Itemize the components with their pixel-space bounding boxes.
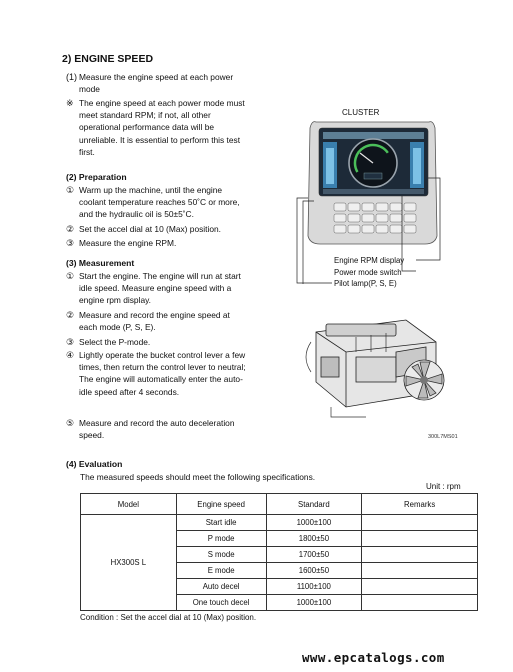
header-engine-speed: Engine speed	[176, 494, 266, 515]
remarks-cell	[362, 531, 478, 547]
speed-cell: One touch decel	[176, 595, 266, 611]
intro-item-1-mark: (1)	[66, 72, 77, 82]
speed-cell: P mode	[176, 531, 266, 547]
header-model: Model	[81, 494, 177, 515]
speed-cell: E mode	[176, 563, 266, 579]
prep-step-1-text: Warm up the machine, until the engine coolant temperature reaches 50˚C or more, and the hydraulic oil is 50±5˚C.	[79, 185, 240, 220]
callout-engine-rpm-display: Engine RPM display	[334, 256, 405, 265]
screen-status-bar	[323, 132, 424, 139]
remarks-cell	[362, 595, 478, 611]
meas-step-2-mark: ②	[66, 310, 75, 320]
standard-cell: 1000±100	[266, 515, 362, 531]
callout-power-mode-switch: Power mode switch	[334, 267, 402, 277]
watermark-url[interactable]: www.epcatalogs.com	[302, 650, 445, 665]
remarks-cell	[362, 515, 478, 531]
meas-step	[66, 270, 248, 307]
unit-label: Unit : rpm	[426, 482, 461, 491]
meas-step-4-mark: ④	[66, 350, 75, 360]
intro-item-1	[66, 71, 248, 95]
prep-step-1-mark: ①	[66, 185, 75, 195]
table-header-row	[81, 494, 478, 515]
meas-step-2-text: Measure and record the engine speed at each mode (P, S, E).	[79, 310, 230, 333]
spec-table	[80, 493, 478, 611]
meas-step-1-mark: ①	[66, 271, 75, 281]
section-title: 2) ENGINE SPEED	[62, 53, 154, 65]
header-standard: Standard	[266, 494, 362, 515]
prep-step-3-mark: ③	[66, 238, 75, 248]
header-remarks: Remarks	[362, 494, 478, 515]
meas-step-5-mark: ⑤	[66, 418, 75, 428]
prep-step-2-text: Set the accel dial at 10 (Max) position.	[79, 224, 221, 234]
callout-list	[334, 255, 404, 290]
intro-note-text: The engine speed at each power mode must meet standard RPM; if not, all other operational performance data will be unreliable. It is essential to perform this test first.	[79, 98, 245, 157]
meas-step-1-text: Start the engine. The engine will run at start idle speed. Measure engine speed with a engine rpm display.	[79, 271, 241, 306]
standard-cell: 1600±50	[266, 563, 362, 579]
cluster-label: CLUSTER	[342, 108, 380, 117]
remarks-cell	[362, 563, 478, 579]
prep-step	[66, 237, 248, 249]
engine-figure-code: 300L7MS01	[428, 434, 458, 440]
intro-note	[66, 97, 248, 158]
intro-item-1-text: Measure the engine speed at each power mode	[79, 72, 234, 95]
standard-cell: 1100±100	[266, 579, 362, 595]
prep-step	[66, 184, 248, 221]
meas-step-4-text: Lightly operate the bucket control lever a few times, then return the control lever to neutral; The engine will automatically enter the auto-idle speed after 4 seconds.	[79, 350, 246, 397]
speed-cell: S mode	[176, 547, 266, 563]
meas-step	[66, 309, 248, 333]
meas-step	[66, 417, 248, 441]
evaluation-title: (4) Evaluation	[66, 459, 123, 469]
model-cell: HX300S L	[81, 515, 177, 611]
note-mark: ※	[66, 98, 74, 108]
measurement-title: (3) Measurement	[66, 258, 135, 268]
standard-cell: 1800±50	[266, 531, 362, 547]
meas-step-3-mark: ③	[66, 337, 75, 347]
callout-pilot-lamp: Pilot lamp(P, S, E)	[334, 279, 397, 288]
prep-step	[66, 223, 248, 235]
table-row	[81, 515, 478, 531]
meas-step-3-text: Select the P-mode.	[79, 337, 151, 347]
speed-cell: Auto decel	[176, 579, 266, 595]
remarks-cell	[362, 547, 478, 563]
engine-illustration	[296, 312, 461, 422]
speed-cell: Start idle	[176, 515, 266, 531]
remarks-cell	[362, 579, 478, 595]
standard-cell: 1700±50	[266, 547, 362, 563]
meas-step	[66, 349, 248, 398]
meas-step-5-text: Measure and record the auto deceleration speed.	[79, 418, 235, 441]
preparation-title: (2) Preparation	[66, 172, 127, 182]
engine-fan	[404, 360, 444, 400]
evaluation-intro: The measured speeds should meet the following specifications.	[80, 472, 316, 482]
meas-step	[66, 336, 248, 348]
standard-cell: 1000±100	[266, 595, 362, 611]
prep-step-2-mark: ②	[66, 224, 75, 234]
prep-step-3-text: Measure the engine RPM.	[79, 238, 177, 248]
condition-note: Condition : Set the accel dial at 10 (Max) position.	[80, 613, 257, 622]
